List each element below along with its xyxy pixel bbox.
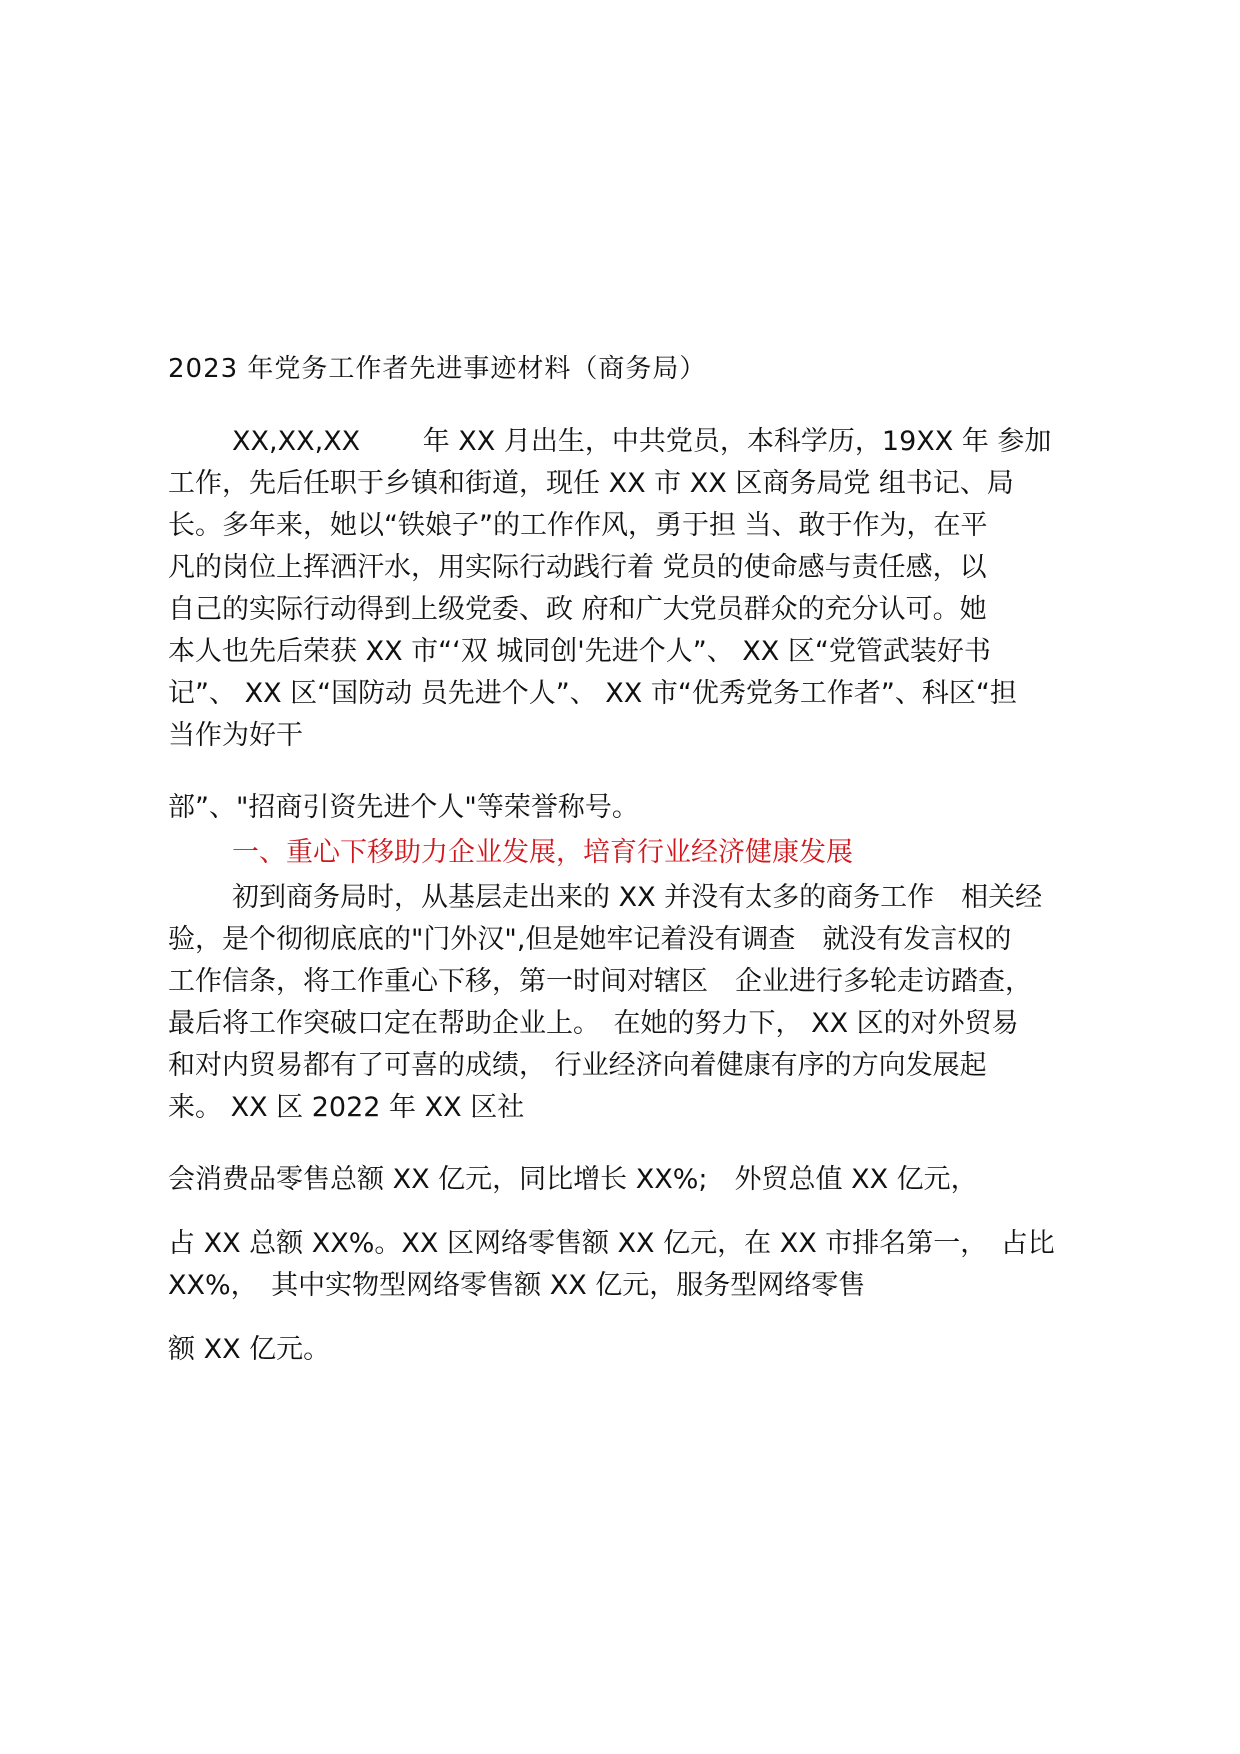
intro-line-8: 当作为好干 (168, 720, 303, 751)
section-line-5: 和对内贸易都有了可喜的成绩， 行业经济向着健康有序的方向发展起 (168, 1050, 987, 1081)
stats-line-3: XX%， 其中实物型网络零售额 XX 亿元，服务型网络零售 (168, 1270, 866, 1301)
section-line-4: 最后将工作突破口定在帮助企业上。 在她的努力下， XX 区的对外贸易 (168, 1008, 1019, 1039)
section-line-3: 工作信条，将工作重心下移，第一时间对辖区 企业进行多轮走访踏查， (168, 966, 1032, 997)
section-line-2: 验，是个彻彻底底的"门外汉",但是她牢记着没有调查 就没有发言权的 (168, 924, 1012, 955)
section-line-1: 初到商务局时，从基层走出来的 XX 并没有太多的商务工作 相关经 (232, 882, 1043, 913)
intro-line-4: 凡的岗位上挥洒汗水，用实际行动践行着 党员的使命感与责任感，以 (168, 552, 987, 583)
intro-line-7: 记”、 XX 区“国防动 员先进个人”、 XX 市“优秀党务工作者”、科区“担 (168, 678, 1017, 709)
intro-line-3: 长。多年来，她以“铁娘子”的工作作风，勇于担 当、敢于作为，在平 (168, 510, 988, 541)
section-line-6: 来。 XX 区 2022 年 XX 区社 (168, 1092, 525, 1123)
intro-line-6: 本人也先后荣获 XX 市“‘双 城同创'先进个人”、 XX 区“党管武装好书 (168, 636, 991, 667)
intro-line-2: 工作，先后任职于乡镇和街道，现任 XX 市 XX 区商务局党 组书记、局 (168, 468, 1014, 499)
intro-line-5: 自己的实际行动得到上级党委、政 府和广大党员群众的充分认可。她 (168, 594, 987, 625)
intro-tail-line: 部”、"招商引资先进个人"等荣誉称号。 (168, 792, 639, 823)
stats-line-1: 会消费品零售总额 XX 亿元，同比增长 XX%; 外贸总值 XX 亿元， (168, 1164, 978, 1195)
stats-line-4: 额 XX 亿元。 (168, 1334, 331, 1365)
section-heading: 一、重心下移助力企业发展，培育行业经济健康发展 (232, 837, 853, 868)
intro-line-1: XX,XX,XX 年 XX 月出生，中共党员，本科学历，19XX 年 参加 (232, 426, 1052, 457)
stats-line-2: 占 XX 总额 XX%。XX 区网络零售额 XX 亿元，在 XX 市排名第一， 占比 (168, 1228, 1055, 1259)
document-title: 2023 年党务工作者先进事迹材料（商务局） (168, 354, 707, 384)
